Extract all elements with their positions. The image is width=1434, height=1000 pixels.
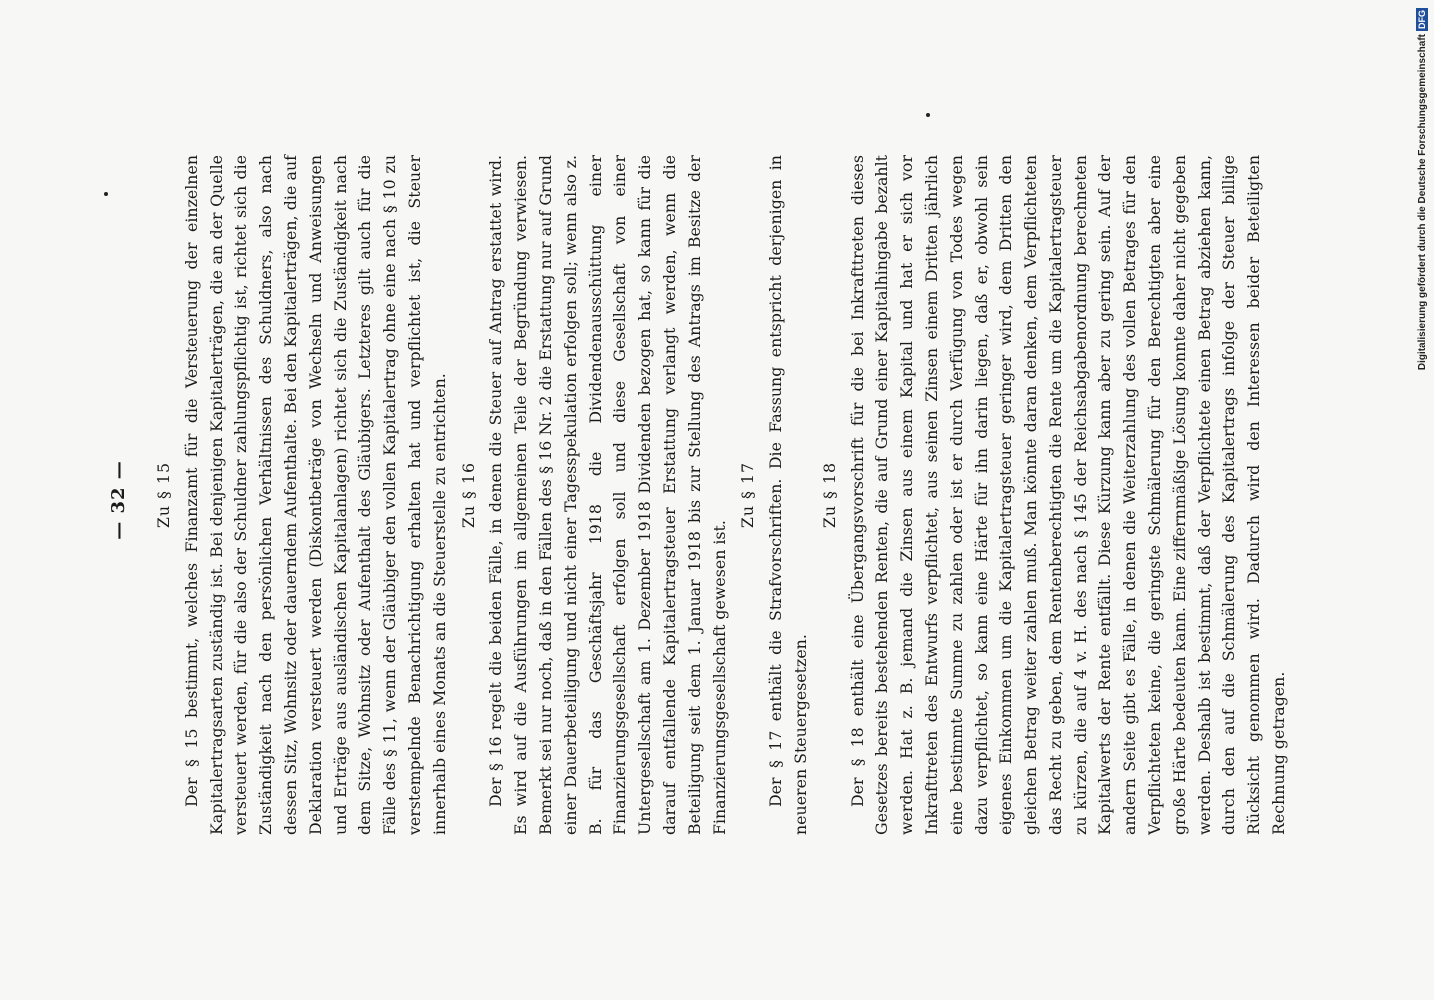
dfg-logo: DFG	[1417, 10, 1427, 29]
section-17	[736, 155, 813, 835]
paragraph: Der § 16 regelt die beiden Fälle, in denen die Steuer auf Antrag erstattet wird. Es wird auf die Ausführungen im allgemeinen Teile der Begründung verwiesen. Bemerkt sei nur noch, daß in den Fällen des § 16 Nr. 2 die Erstattung nur auf Grund einer Dauerbeteiligung und nicht einer Tagesspekulation erfolgen soll; wenn also z. B. für das Geschäftsjahr 1918 die Dividendenausschüttung einer Finanzierungsgesellschaft erfolgen soll und diese Gesellschaft von einer Untergesellschaft am 1. Dezember 1918 Dividenden bezogen hat, so kann für die darauf entfallende Kapitalertragsteuer Erstattung verlangt werden, wenn die Beteiligung seit dem 1. Januar 1918 bis zur Stellung des Antrags im Besitze der Finanzierungsgesellschaft gewesen ist.	[486, 155, 729, 835]
scan-speck	[104, 192, 108, 196]
paragraph: Der § 18 enthält eine Übergangsvorschrift für die bei Inkrafttreten dieses Gesetzes bereits bestehenden Renten, die auf Grund einer Kapitalhingabe bezahlt werden. Hat z. B. jemand die Zinsen aus einem Kapital und hat er sich vor Inkrafttreten des Entwurfs verpflichtet, aus seinen Zinsen einem Dritten jährlich eine bestimmte Summe zu zahlen oder ist er durch Verfügung von Todes wegen dazu verpflichtet, so kann eine Härte für ihn darin liegen, daß er, obwohl sein eigenes Einkommen um die Kapitalertragsteuer geringer wird, dem Dritten den gleichen Betrag weiter zahlen muß. Man könnte daran denken, dem Verpflichteten das Recht zu geben, dem Rentenberechtigten die Rente um die Kapitalertragsteuer zu kürzen, die auf 4 v. H. des nach § 145 der Reichsabgabenordnung berechneten Kapitalwerts der Rente entfällt. Diese Kürzung kann aber zu gering sein. Auf der andern Seite gibt es Fälle, in denen die Weiterzahlung des vollen Betrages für den Verpflichteten keine, die geringste Schmälerung für den Berechtigten aber eine große Härte bedeuten kann. Eine ziffernmäßige Lösung konnte daher nicht gegeben werden. Deshalb ist bestimmt, daß der Verpflichtete einen Betrag abziehen kann, durch den auf die Schmälerung des Kapitalertrags infolge der Steuer billige Rücksicht genommen wird. Dadurch wird den Interessen beider Beteiligten Rechnung getragen.	[847, 155, 1289, 835]
scan-speck	[926, 113, 930, 117]
section-heading: Zu § 18	[819, 461, 839, 529]
section-16	[457, 155, 733, 835]
paragraph: Der § 17 enthält die Strafvorschriften. Die Fassung entspricht derjenigen in neueren Steuergesetzen.	[766, 155, 810, 835]
dfg-credit-strip	[1414, 8, 1430, 392]
dfg-credit-text: Digitalisierung gefördert durch die Deutsche Forschungsgemeinschaft	[1416, 34, 1428, 371]
page-body	[148, 155, 1292, 835]
section-heading: Zu § 15	[154, 461, 173, 529]
section-15	[152, 155, 453, 835]
paragraph: Der § 15 bestimmt, welches Finanzamt für die Versteuerung der einzelnen Kapitalertragsarten zuständig ist. Bei denjenigen Kapitalerträgen, die an der Quelle versteuert werden, für die also der Schuldner zahlungspflichtig ist, richtet sich die Zuständigkeit nach den persönlichen Verhältnissen des Schuldners, also nach dessen Sitz, Wohnsitz oder dauerndem Aufenthalte. Bei den Kapitalerträgen, die auf Deklaration versteuert werden (Diskontbeträge von Wechseln und Anweisungen und Erträge aus ausländischen Kapitalanlagen) richtet sich die Zuständigkeit nach dem Sitze, Wohnsitz oder Aufenthalt des Gläubigers. Letzteres gilt auch für die Fälle des § 11, wenn der Gläubiger den vollen Kapitalertrag ohne eine nach § 10 zu verstempelnde Benachrichtigung erhalten hat und verpflichtet ist, die Steuer innerhalb eines Monats an die Steuerstelle zu entrichten.	[181, 155, 449, 835]
section-heading: Zu § 16	[458, 461, 478, 529]
section-18	[818, 155, 1292, 835]
section-heading: Zu § 17	[738, 461, 758, 529]
page-number: — 32 —	[108, 460, 129, 540]
